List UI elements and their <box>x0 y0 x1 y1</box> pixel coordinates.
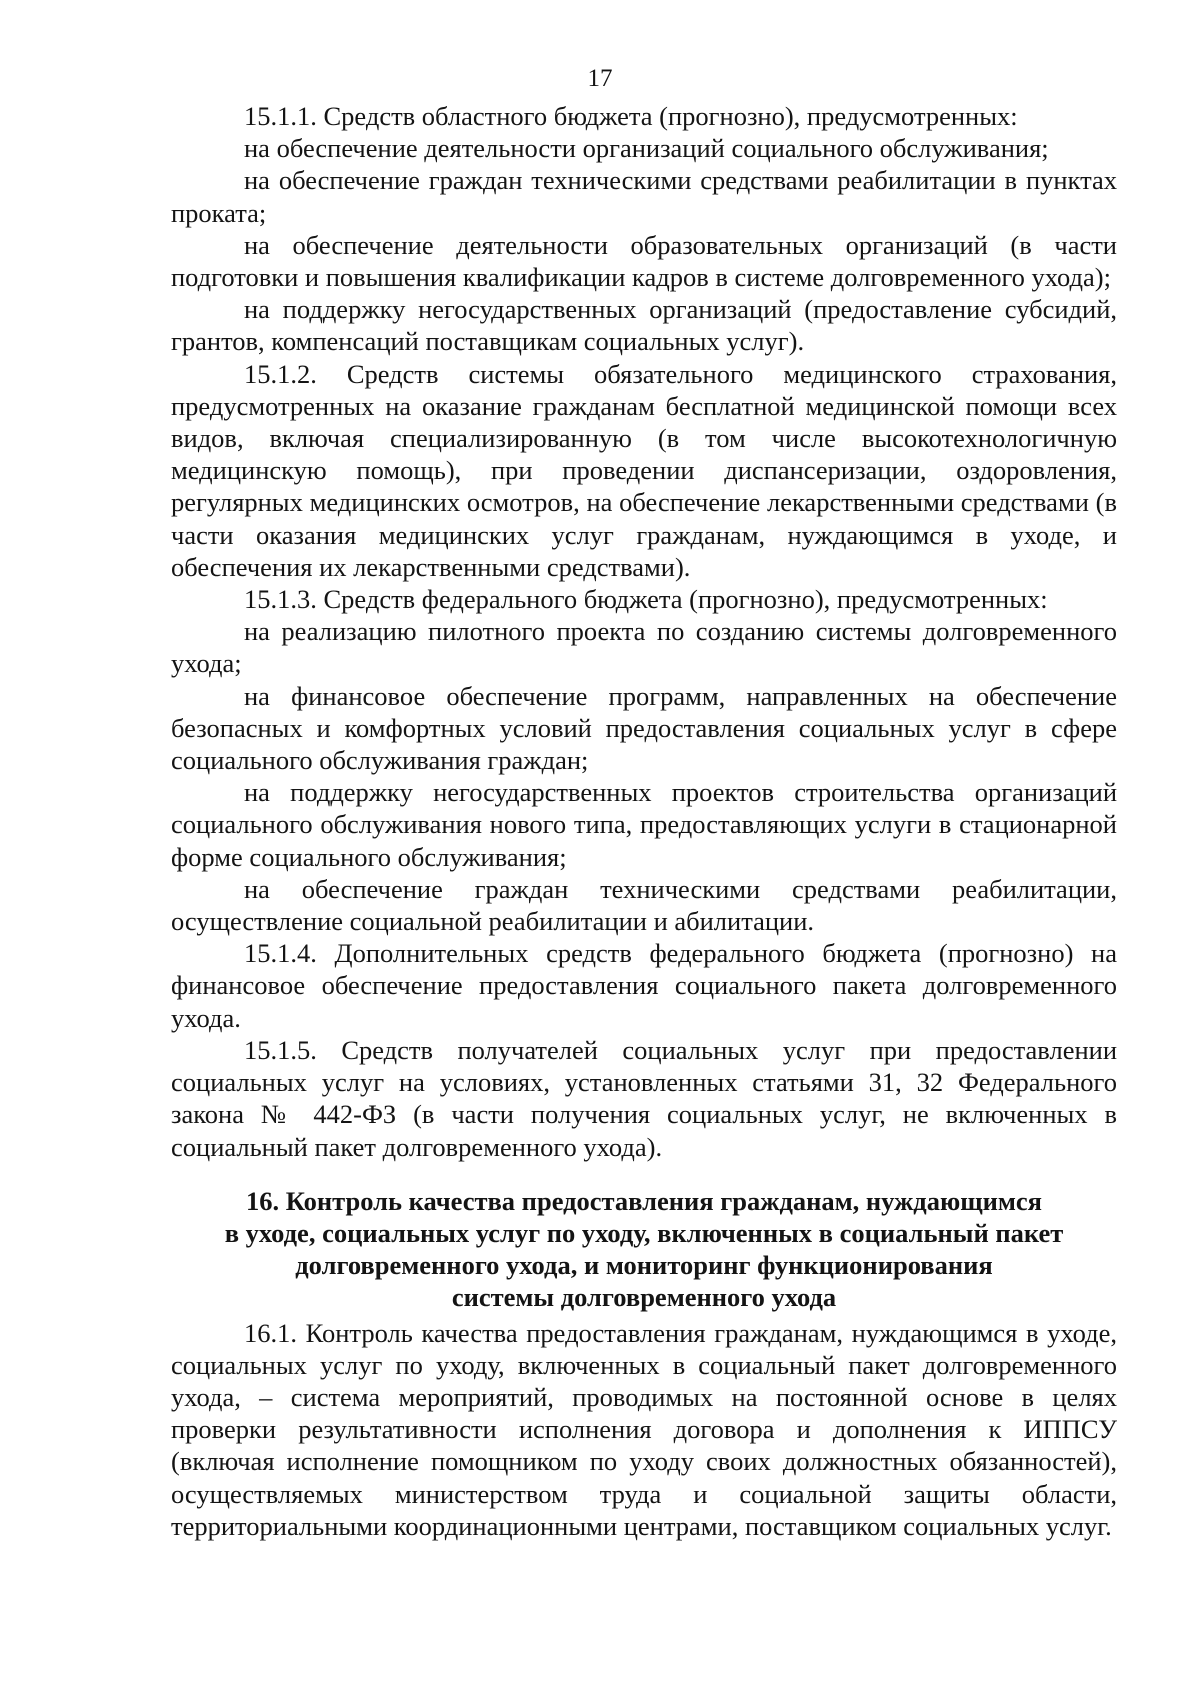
heading-line: долговременного ухода, и мониторинг функционирования <box>295 1250 993 1281</box>
page-number: 17 <box>587 65 613 92</box>
paragraph-15-1-4: 15.1.4. Дополнительных средств федерального бюджета (прогнозно) на финансовое обеспечение предоставления социального пакета долговременного ухода. <box>171 938 1117 1033</box>
list-item-non-state-organizations-support: на поддержку негосударственных организаций (предоставление субсидий, грантов, компенсаций поставщикам социальных услуг). <box>171 294 1117 357</box>
heading-line: 16. Контроль качества предоставления гражданам, нуждающимся <box>245 1185 1042 1216</box>
list-item-educational-organizations: на обеспечение деятельности образовательных организаций (в части подготовки и повышения квалификации кадров в системе долговременного ухода); <box>171 229 1117 293</box>
paragraph-16-1: 16.1. Контроль качества предоставления гражданам, нуждающимся в уходе, социальных услуг по уходу, включенных в социальный пакет долговременного ухода, – система мероприятий, проводимых на постоянной основе в целях проверки результативности исполнения договора и дополнения к ИППСУ (включая исполнение помощником по уходу своих должностных обязанностей), осуществляемых министерством труда и социальной защиты области, территориальными координационными центрами, поставщиком социальных услуг. <box>171 1317 1117 1541</box>
paragraph-15-1-3: 15.1.3. Средств федерального бюджета (прогнозно), предусмотренных: <box>244 584 1048 615</box>
list-item-pilot-project: на реализацию пилотного проекта по созданию системы долговременного ухода; <box>171 616 1117 679</box>
paragraph-15-1-1: 15.1.1. Средств областного бюджета (прогнозно), предусмотренных: <box>244 101 1018 131</box>
paragraph-15-1-2: 15.1.2. Средств системы обязательного медицинского страхования, предусмотренных на оказание гражданам бесплатной медицинской помощи всех видов, включая специализированную (в том числе высокотехнологичную медицинскую помощь), при проведении диспансеризации, оздоровления, регулярных медицинских осмотров, на обеспечение лекарственными средствами (в части оказания медицинских услуг гражданам, нуждающимся в уходе, и обеспечения их лекарственными средствами). <box>171 358 1117 582</box>
heading-line: в уходе, социальных услуг по уходу, включенных в социальный пакет <box>224 1217 1064 1248</box>
list-item-regional-social-organizations: на обеспечение деятельности организаций социального обслуживания; <box>244 133 1049 164</box>
heading-line: системы долговременного ухода <box>451 1282 837 1313</box>
list-item-program-financing: на финансовое обеспечение программ, направленных на обеспечение безопасных и комфортных условий предоставления социальных услуг в сфере социального обслуживания граждан; <box>171 680 1117 776</box>
list-item-rehab-means-rental: на обеспечение граждан техническими средствами реабилитации в пунктах проката; <box>171 165 1117 228</box>
document-body <box>171 100 1117 1542</box>
paragraph-15-1-5: 15.1.5. Средств получателей социальных услуг при предоставлении социальных услуг на условиях, установленных статьями 31, 32 Федерального закона № 442-ФЗ (в части получения социальных услуг, не включенных в социальный пакет долговременного ухода). <box>171 1034 1117 1162</box>
list-item-non-state-construction-projects: на поддержку негосударственных проектов строительства организаций социального обслуживания нового типа, предоставляющих услуги в стационарной форме социального обслуживания; <box>171 777 1117 872</box>
section-16-heading <box>171 1185 1117 1314</box>
list-item-rehab-means-provision: на обеспечение граждан техническими средствами реабилитации, осуществление социальной реабилитации и абилитации. <box>171 873 1117 937</box>
